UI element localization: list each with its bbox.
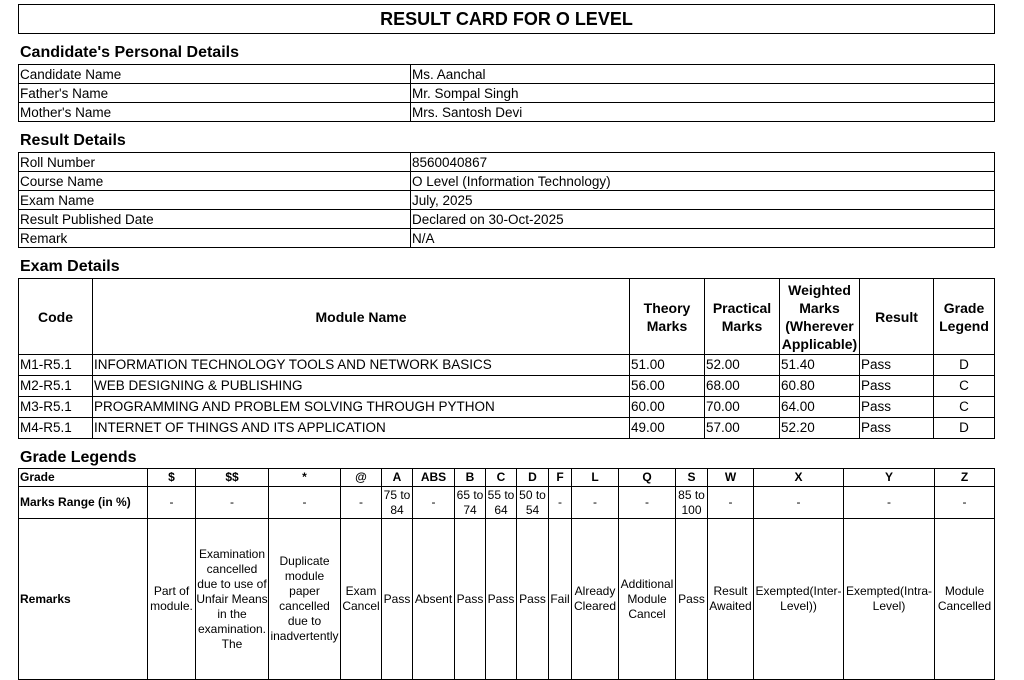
grade-remark: Pass bbox=[382, 519, 413, 680]
table-row bbox=[19, 210, 995, 229]
marks-range: - bbox=[619, 487, 676, 519]
marks-range: 85 to 100 bbox=[676, 487, 708, 519]
grade-remark: Part of module. bbox=[148, 519, 196, 680]
table-row bbox=[19, 191, 995, 210]
result-value: 8560040867 bbox=[411, 153, 995, 172]
table-row bbox=[19, 172, 995, 191]
grade-remark: Already Cleared bbox=[572, 519, 619, 680]
marks-range: - bbox=[572, 487, 619, 519]
col-module-name: Module Name bbox=[93, 279, 630, 355]
result-value: Declared on 30-Oct-2025 bbox=[411, 210, 995, 229]
marks-range: 75 to 84 bbox=[382, 487, 413, 519]
personal-value: Ms. Aanchal bbox=[411, 65, 995, 84]
grade-legends-table bbox=[18, 468, 995, 680]
grade-row bbox=[19, 469, 995, 487]
marks-range: - bbox=[196, 487, 269, 519]
practical-marks: 70.00 bbox=[705, 397, 780, 418]
marks-range: - bbox=[413, 487, 455, 519]
marks-range: - bbox=[844, 487, 935, 519]
grade-code: $ bbox=[148, 469, 196, 487]
result-value: O Level (Information Technology) bbox=[411, 172, 995, 191]
table-row bbox=[19, 376, 995, 397]
grade-remark: Pass bbox=[676, 519, 708, 680]
grade-code: A bbox=[382, 469, 413, 487]
grade-code: $$ bbox=[196, 469, 269, 487]
table-row bbox=[19, 397, 995, 418]
personal-value: Mrs. Santosh Devi bbox=[411, 103, 995, 122]
result-details-heading: Result Details bbox=[20, 132, 126, 149]
module-result: Pass bbox=[860, 355, 934, 376]
module-code: M4-R5.1 bbox=[19, 418, 93, 439]
result-details-table bbox=[18, 152, 995, 248]
grade-remark: Result Awaited bbox=[708, 519, 754, 680]
result-label: Roll Number bbox=[19, 153, 411, 172]
practical-marks: 52.00 bbox=[705, 355, 780, 376]
module-code: M1-R5.1 bbox=[19, 355, 93, 376]
personal-details-heading: Candidate's Personal Details bbox=[20, 44, 239, 61]
marks-range-row bbox=[19, 487, 995, 519]
table-row bbox=[19, 355, 995, 376]
grade-code: Q bbox=[619, 469, 676, 487]
personal-label: Father's Name bbox=[19, 84, 411, 103]
grade-code: F bbox=[549, 469, 572, 487]
page-title: RESULT CARD FOR O LEVEL bbox=[18, 4, 995, 34]
weighted-marks: 52.20 bbox=[780, 418, 860, 439]
theory-marks: 49.00 bbox=[630, 418, 705, 439]
grade-code: Z bbox=[935, 469, 995, 487]
marks-range: 50 to 54 bbox=[517, 487, 549, 519]
theory-marks: 56.00 bbox=[630, 376, 705, 397]
table-row bbox=[19, 153, 995, 172]
grade-code: S bbox=[676, 469, 708, 487]
result-value: July, 2025 bbox=[411, 191, 995, 210]
grade-remark: Absent bbox=[413, 519, 455, 680]
practical-marks: 68.00 bbox=[705, 376, 780, 397]
grade-remark: Duplicate module paper cancelled due to inadvertently bbox=[269, 519, 341, 680]
result-value: N/A bbox=[411, 229, 995, 248]
theory-marks: 51.00 bbox=[630, 355, 705, 376]
marks-range: - bbox=[708, 487, 754, 519]
col-weighted-marks: Weighted Marks (Wherever Applicable) bbox=[780, 279, 860, 355]
module-code: M3-R5.1 bbox=[19, 397, 93, 418]
table-row bbox=[19, 65, 995, 84]
col-theory-marks: Theory Marks bbox=[630, 279, 705, 355]
module-name: WEB DESIGNING & PUBLISHING bbox=[93, 376, 630, 397]
grade-code: X bbox=[754, 469, 844, 487]
col-grade-legend: Grade Legend bbox=[934, 279, 995, 355]
grade-remark: Additional Module Cancel bbox=[619, 519, 676, 680]
grade-remark: Exempted(Intra-Level) bbox=[844, 519, 935, 680]
grade-remark: Module Cancelled bbox=[935, 519, 995, 680]
weighted-marks: 60.80 bbox=[780, 376, 860, 397]
col-code: Code bbox=[19, 279, 93, 355]
marks-range-label: Marks Range (in %) bbox=[19, 487, 148, 519]
module-name: INFORMATION TECHNOLOGY TOOLS AND NETWORK BASICS bbox=[93, 355, 630, 376]
marks-range: - bbox=[269, 487, 341, 519]
marks-range: - bbox=[549, 487, 572, 519]
remarks-label: Remarks bbox=[19, 519, 148, 680]
table-row bbox=[19, 229, 995, 248]
grade-code: @ bbox=[341, 469, 382, 487]
marks-range: - bbox=[341, 487, 382, 519]
grade-code: L bbox=[572, 469, 619, 487]
module-result: Pass bbox=[860, 418, 934, 439]
table-row bbox=[19, 84, 995, 103]
grade-remark: Pass bbox=[517, 519, 549, 680]
col-practical-marks: Practical Marks bbox=[705, 279, 780, 355]
personal-details-table bbox=[18, 64, 995, 122]
module-grade: C bbox=[934, 397, 995, 418]
grade-code: D bbox=[517, 469, 549, 487]
grade-remark: Exempted(Inter-Level)) bbox=[754, 519, 844, 680]
result-label: Course Name bbox=[19, 172, 411, 191]
grade-remark: Fail bbox=[549, 519, 572, 680]
module-result: Pass bbox=[860, 376, 934, 397]
grade-remark: Exam Cancel bbox=[341, 519, 382, 680]
grade-code: W bbox=[708, 469, 754, 487]
grade-code: C bbox=[486, 469, 517, 487]
module-grade: D bbox=[934, 355, 995, 376]
grade-code: ABS bbox=[413, 469, 455, 487]
module-grade: C bbox=[934, 376, 995, 397]
col-result: Result bbox=[860, 279, 934, 355]
grade-code: * bbox=[269, 469, 341, 487]
weighted-marks: 51.40 bbox=[780, 355, 860, 376]
personal-value: Mr. Sompal Singh bbox=[411, 84, 995, 103]
table-header-row bbox=[19, 279, 995, 355]
table-row bbox=[19, 103, 995, 122]
grade-remark: Examination cancelled due to use of Unfair Means in the examination. The bbox=[196, 519, 269, 680]
grade-legends-heading: Grade Legends bbox=[20, 449, 137, 466]
module-name: INTERNET OF THINGS AND ITS APPLICATION bbox=[93, 418, 630, 439]
marks-range: - bbox=[754, 487, 844, 519]
table-row bbox=[19, 418, 995, 439]
module-name: PROGRAMMING AND PROBLEM SOLVING THROUGH PYTHON bbox=[93, 397, 630, 418]
personal-label: Candidate Name bbox=[19, 65, 411, 84]
grade-remark: Pass bbox=[486, 519, 517, 680]
marks-range: - bbox=[935, 487, 995, 519]
theory-marks: 60.00 bbox=[630, 397, 705, 418]
grade-row-label: Grade bbox=[19, 469, 148, 487]
grade-remark: Pass bbox=[455, 519, 486, 680]
module-code: M2-R5.1 bbox=[19, 376, 93, 397]
result-label: Exam Name bbox=[19, 191, 411, 210]
exam-details-table bbox=[18, 278, 995, 439]
weighted-marks: 64.00 bbox=[780, 397, 860, 418]
marks-range: 65 to 74 bbox=[455, 487, 486, 519]
module-grade: D bbox=[934, 418, 995, 439]
result-label: Result Published Date bbox=[19, 210, 411, 229]
result-label: Remark bbox=[19, 229, 411, 248]
grade-code: B bbox=[455, 469, 486, 487]
grade-code: Y bbox=[844, 469, 935, 487]
personal-label: Mother's Name bbox=[19, 103, 411, 122]
remarks-row bbox=[19, 519, 995, 680]
exam-details-heading: Exam Details bbox=[20, 258, 120, 275]
practical-marks: 57.00 bbox=[705, 418, 780, 439]
module-result: Pass bbox=[860, 397, 934, 418]
marks-range: 55 to 64 bbox=[486, 487, 517, 519]
marks-range: - bbox=[148, 487, 196, 519]
